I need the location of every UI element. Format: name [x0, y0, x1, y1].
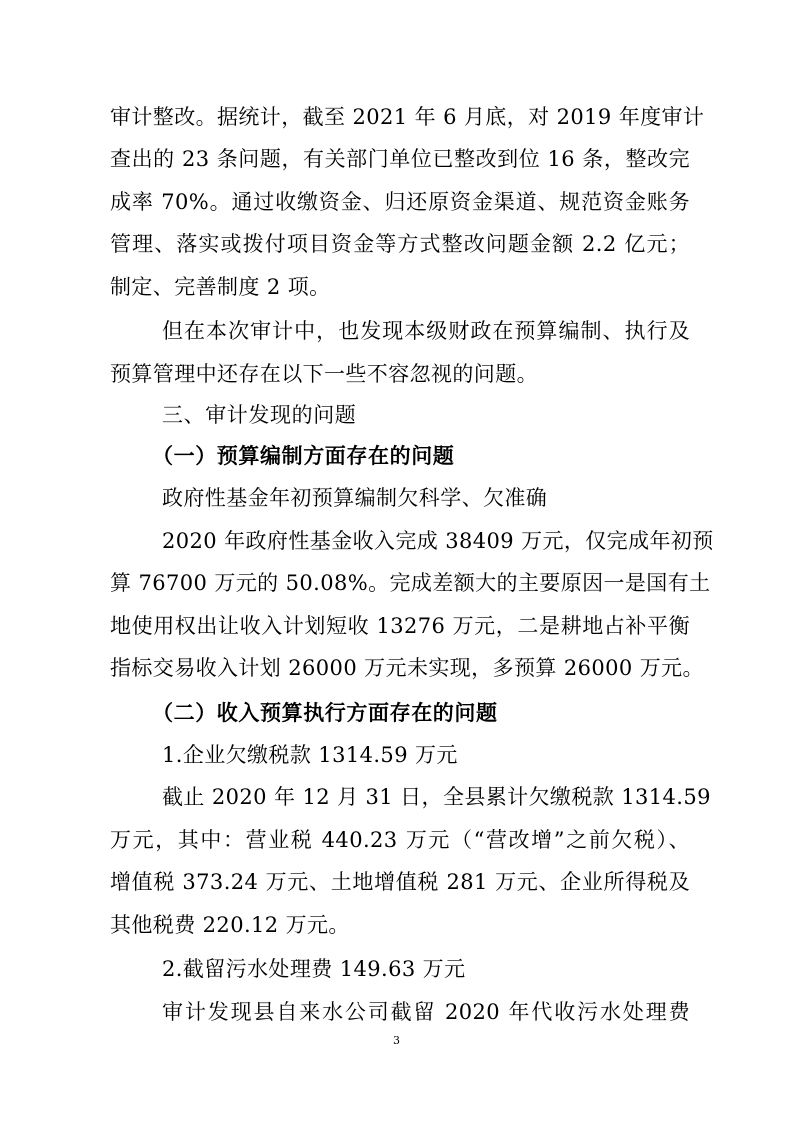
paragraph-line: 其他税费 220.12 万元。 [110, 913, 350, 937]
paragraph-line: 查出的 23 条问题，有关部门单位已整改到位 16 条，整改完 [110, 147, 690, 171]
paragraph-line: 2020 年政府性基金收入完成 38409 万元，仅完成年初预 [162, 529, 714, 553]
paragraph-line: 预算管理中还存在以下一些不容忽视的问题。 [110, 362, 538, 386]
paragraph-line: 截止 2020 年 12 月 31 日，全县累计欠缴税款 1314.59 [162, 785, 711, 809]
paragraph-line: 万元，其中：营业税 440.23 万元（“营改增”之前欠税）、 [110, 828, 690, 852]
page-number: 3 [393, 1034, 400, 1047]
item-heading: 2.截留污水处理费 149.63 万元 [162, 957, 466, 981]
paragraph-line: 但在本次审计中，也发现本级财政在预算编制、执行及 [162, 319, 690, 343]
paragraph-line: 管理、落实或拨付项目资金等方式整改问题金额 2.2 亿元； [110, 232, 690, 256]
item-heading: 1.企业欠缴税款 1314.59 万元 [162, 743, 458, 767]
paragraph-line: 增值税 373.24 万元、土地增值税 281 万元、企业所得税及 [110, 870, 690, 894]
paragraph-line: 指标交易收入计划 26000 万元未实现，多预算 26000 万元。 [110, 656, 704, 680]
paragraph-line: 地使用权出让收入计划短收 13276 万元，二是耕地占补平衡 [110, 614, 690, 638]
subsection-heading: （二）收入预算执行方面存在的问题 [152, 701, 498, 725]
section-heading: 三、审计发现的问题 [162, 403, 357, 427]
paragraph-line: 成率 70%。通过收缴资金、归还原资金渠道、规范资金账务 [110, 190, 690, 214]
paragraph-line: 制定、完善制度 2 项。 [110, 275, 331, 299]
paragraph-line: 审计发现县自来水公司截留 2020 年代收污水处理费 [162, 1000, 690, 1024]
item-heading: 政府性基金年初预算编制欠科学、欠准确 [162, 486, 548, 510]
subsection-heading: （一）预算编制方面存在的问题 [152, 444, 455, 468]
paragraph-line: 审计整改。据统计，截至 2021 年 6 月底，对 2019 年度审计 [110, 105, 705, 129]
paragraph-line: 算 76700 万元的 50.08%。完成差额大的主要原因一是国有土 [110, 571, 711, 595]
